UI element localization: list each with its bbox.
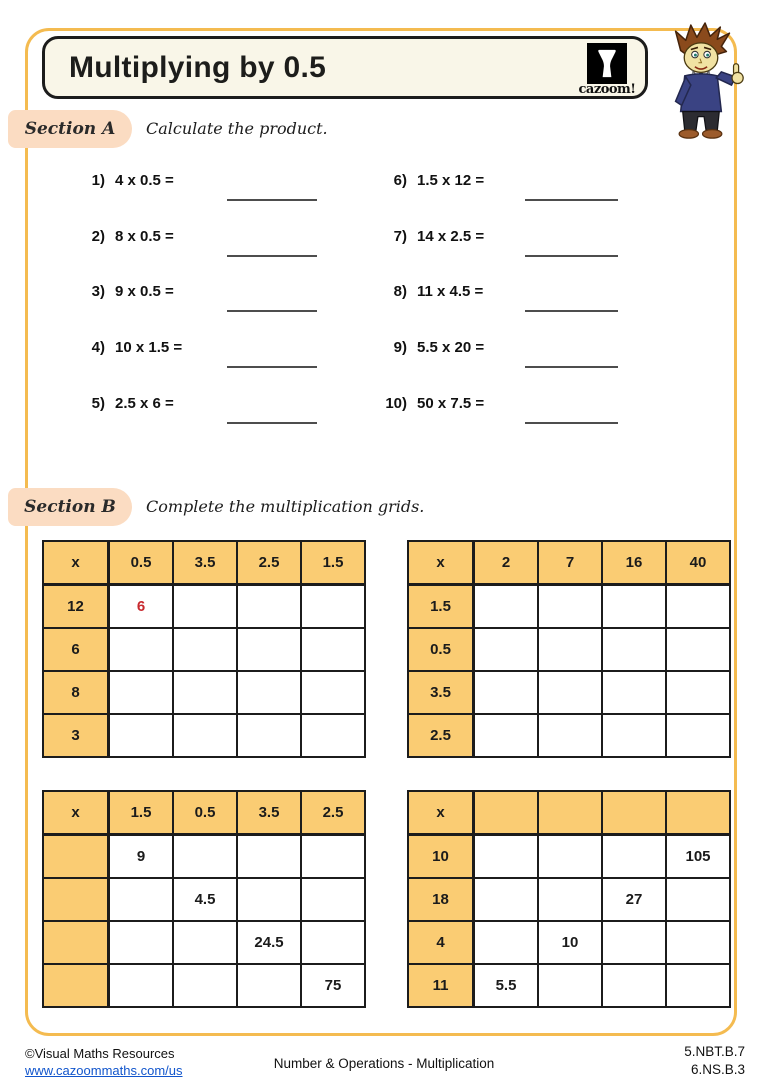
multiplication-grid-4 (407, 790, 731, 1008)
grid-cell (602, 921, 666, 964)
website-link[interactable]: www.cazoommaths.com/us (25, 1063, 183, 1078)
question-expression: 5.5 x 20 = (417, 339, 485, 356)
grid-cell (602, 585, 666, 629)
grid-cell (109, 671, 174, 714)
question-number: 5) (91, 395, 105, 412)
grid-cell (173, 628, 237, 671)
grid-cell (666, 714, 730, 757)
answer-blank (227, 310, 317, 312)
grid-operator-cell: x (43, 541, 109, 585)
question-expression: 11 x 4.5 = (417, 283, 484, 300)
grid-operator-cell: x (43, 791, 109, 835)
grid-row-label (43, 964, 109, 1007)
page-title: Multiplying by 0.5 (69, 50, 327, 84)
answer-blank (227, 366, 317, 368)
grid-header-cell: 2.5 (301, 791, 365, 835)
grid-cell (301, 714, 365, 757)
grid-cell-example: 6 (109, 585, 174, 629)
grid-cell: 10 (538, 921, 602, 964)
grid-cell (474, 628, 539, 671)
grid-cell (666, 585, 730, 629)
grid-cell (474, 878, 539, 921)
question-row (60, 339, 182, 369)
grid-cell (237, 714, 301, 757)
grid-cell (538, 628, 602, 671)
grid-header-cell: 7 (538, 541, 602, 585)
answer-blank (227, 255, 317, 257)
grid-cell (538, 878, 602, 921)
grid-cell (173, 921, 237, 964)
question-number: 4) (91, 339, 105, 356)
grid-row-label: 11 (408, 964, 474, 1007)
cazoom-goblet-icon (587, 43, 627, 84)
grid-cell: 27 (602, 878, 666, 921)
grid-cell (474, 835, 539, 879)
grid-row-label: 8 (43, 671, 109, 714)
grid-header-cell: 40 (666, 541, 730, 585)
grid-cell (173, 585, 237, 629)
grid-cell (538, 714, 602, 757)
question-number: 1) (91, 172, 105, 189)
section-a-label: Section A (8, 110, 132, 148)
answer-blank (227, 199, 317, 201)
multiplication-grid-2 (407, 540, 731, 758)
multiplication-grid-3 (42, 790, 366, 1008)
grid-header-cell: 16 (602, 541, 666, 585)
grid-cell (538, 835, 602, 879)
question-number: 8) (393, 283, 407, 300)
standard-code: 5.NBT.B.7 (684, 1044, 745, 1059)
grid-cell (237, 964, 301, 1007)
grid-cell (237, 878, 301, 921)
grid-cell (301, 835, 365, 879)
grid-cell (602, 835, 666, 879)
grid-cell (237, 585, 301, 629)
grid-row-label (43, 835, 109, 879)
grid-cell (173, 835, 237, 879)
grid-row-label: 1.5 (408, 585, 474, 629)
grid-row-label: 3 (43, 714, 109, 757)
grid-cell (109, 628, 174, 671)
question-expression: 8 x 0.5 = (115, 228, 174, 245)
question-row (60, 228, 174, 258)
mascot-boy-illustration (650, 20, 752, 142)
grid-cell (173, 671, 237, 714)
grid-row-label: 6 (43, 628, 109, 671)
grid-operator-cell: x (408, 541, 474, 585)
grid-row-label (43, 921, 109, 964)
question-row (60, 172, 174, 202)
grid-cell (666, 964, 730, 1007)
grid-cell (538, 585, 602, 629)
grid-cell (666, 878, 730, 921)
grid-header-cell (474, 791, 539, 835)
grid-row-label: 2.5 (408, 714, 474, 757)
question-expression: 14 x 2.5 = (417, 228, 485, 245)
grid-cell (538, 671, 602, 714)
question-expression: 9 x 0.5 = (115, 283, 174, 300)
question-number: 2) (91, 228, 105, 245)
grid-cell (237, 628, 301, 671)
grid-cell (301, 628, 365, 671)
answer-blank (227, 422, 317, 424)
grid-cell: 4.5 (173, 878, 237, 921)
question-row (360, 339, 484, 369)
grid-cell (474, 671, 539, 714)
grid-cell: 5.5 (474, 964, 539, 1007)
grid-cell (301, 921, 365, 964)
grid-row-label: 0.5 (408, 628, 474, 671)
grid-cell: 75 (301, 964, 365, 1007)
answer-blank (525, 366, 618, 368)
question-row (360, 228, 484, 258)
grid-cell (301, 585, 365, 629)
title-box (42, 36, 648, 99)
multiplication-grid-1 (42, 540, 366, 758)
answer-blank (525, 310, 618, 312)
grid-header-cell: 0.5 (173, 791, 237, 835)
question-row (60, 395, 174, 425)
grid-cell (538, 964, 602, 1007)
grid-header-cell (538, 791, 602, 835)
grid-cell (237, 671, 301, 714)
grid-row-label: 4 (408, 921, 474, 964)
grid-cell: 9 (109, 835, 174, 879)
footer-topic: Number & Operations - Multiplication (273, 1056, 495, 1071)
grid-cell (666, 921, 730, 964)
question-number: 3) (91, 283, 105, 300)
question-number: 10) (385, 395, 407, 412)
question-expression: 1.5 x 12 = (417, 172, 485, 189)
question-expression: 4 x 0.5 = (115, 172, 174, 189)
standard-code: 6.NS.B.3 (690, 1062, 745, 1077)
question-number: 7) (393, 228, 407, 245)
grid-cell (173, 964, 237, 1007)
grid-cell (237, 835, 301, 879)
grid-row-label: 3.5 (408, 671, 474, 714)
grid-header-cell: 0.5 (109, 541, 174, 585)
question-number: 6) (393, 172, 407, 189)
grid-cell (602, 964, 666, 1007)
grid-row-label (43, 878, 109, 921)
grid-row-label: 18 (408, 878, 474, 921)
grid-cell: 24.5 (237, 921, 301, 964)
grid-cell (173, 714, 237, 757)
grid-header-cell: 3.5 (173, 541, 237, 585)
grid-row-label: 12 (43, 585, 109, 629)
grid-cell (474, 714, 539, 757)
question-expression: 50 x 7.5 = (417, 395, 485, 412)
grid-cell (602, 671, 666, 714)
question-expression: 10 x 1.5 = (115, 339, 183, 356)
grid-header-cell: 2.5 (237, 541, 301, 585)
grid-cell (474, 921, 539, 964)
question-expression: 2.5 x 6 = (115, 395, 174, 412)
grid-cell (666, 671, 730, 714)
question-number: 9) (393, 339, 407, 356)
section-a-instruction: Calculate the product. (146, 119, 328, 138)
footer-standards (684, 1043, 745, 1079)
grid-row-label: 10 (408, 835, 474, 879)
cazoom-logo (576, 43, 638, 97)
grid-cell (602, 714, 666, 757)
grid-cell (474, 585, 539, 629)
section-b-instruction: Complete the multiplication grids. (146, 497, 425, 516)
grid-cell (109, 878, 174, 921)
grid-cell (666, 628, 730, 671)
answer-blank (525, 199, 618, 201)
grid-cell: 105 (666, 835, 730, 879)
grid-header-cell: 1.5 (301, 541, 365, 585)
grid-cell (602, 628, 666, 671)
grid-cell (109, 921, 174, 964)
answer-blank (525, 255, 618, 257)
grid-cell (301, 878, 365, 921)
section-b-label: Section B (8, 488, 132, 526)
grid-cell (109, 714, 174, 757)
grid-operator-cell: x (408, 791, 474, 835)
cazoom-logo-text: cazoom! (578, 82, 636, 97)
grid-header-cell (602, 791, 666, 835)
grid-header-cell: 3.5 (237, 791, 301, 835)
question-row (60, 283, 174, 313)
grid-header-cell: 2 (474, 541, 539, 585)
grid-cell (109, 964, 174, 1007)
grid-header-cell: 1.5 (109, 791, 174, 835)
copyright-text: ©Visual Maths Resources (25, 1046, 175, 1061)
question-row (360, 395, 484, 425)
grid-header-cell (666, 791, 730, 835)
question-row (360, 172, 484, 202)
answer-blank (525, 422, 618, 424)
question-row (360, 283, 483, 313)
grid-cell (301, 671, 365, 714)
